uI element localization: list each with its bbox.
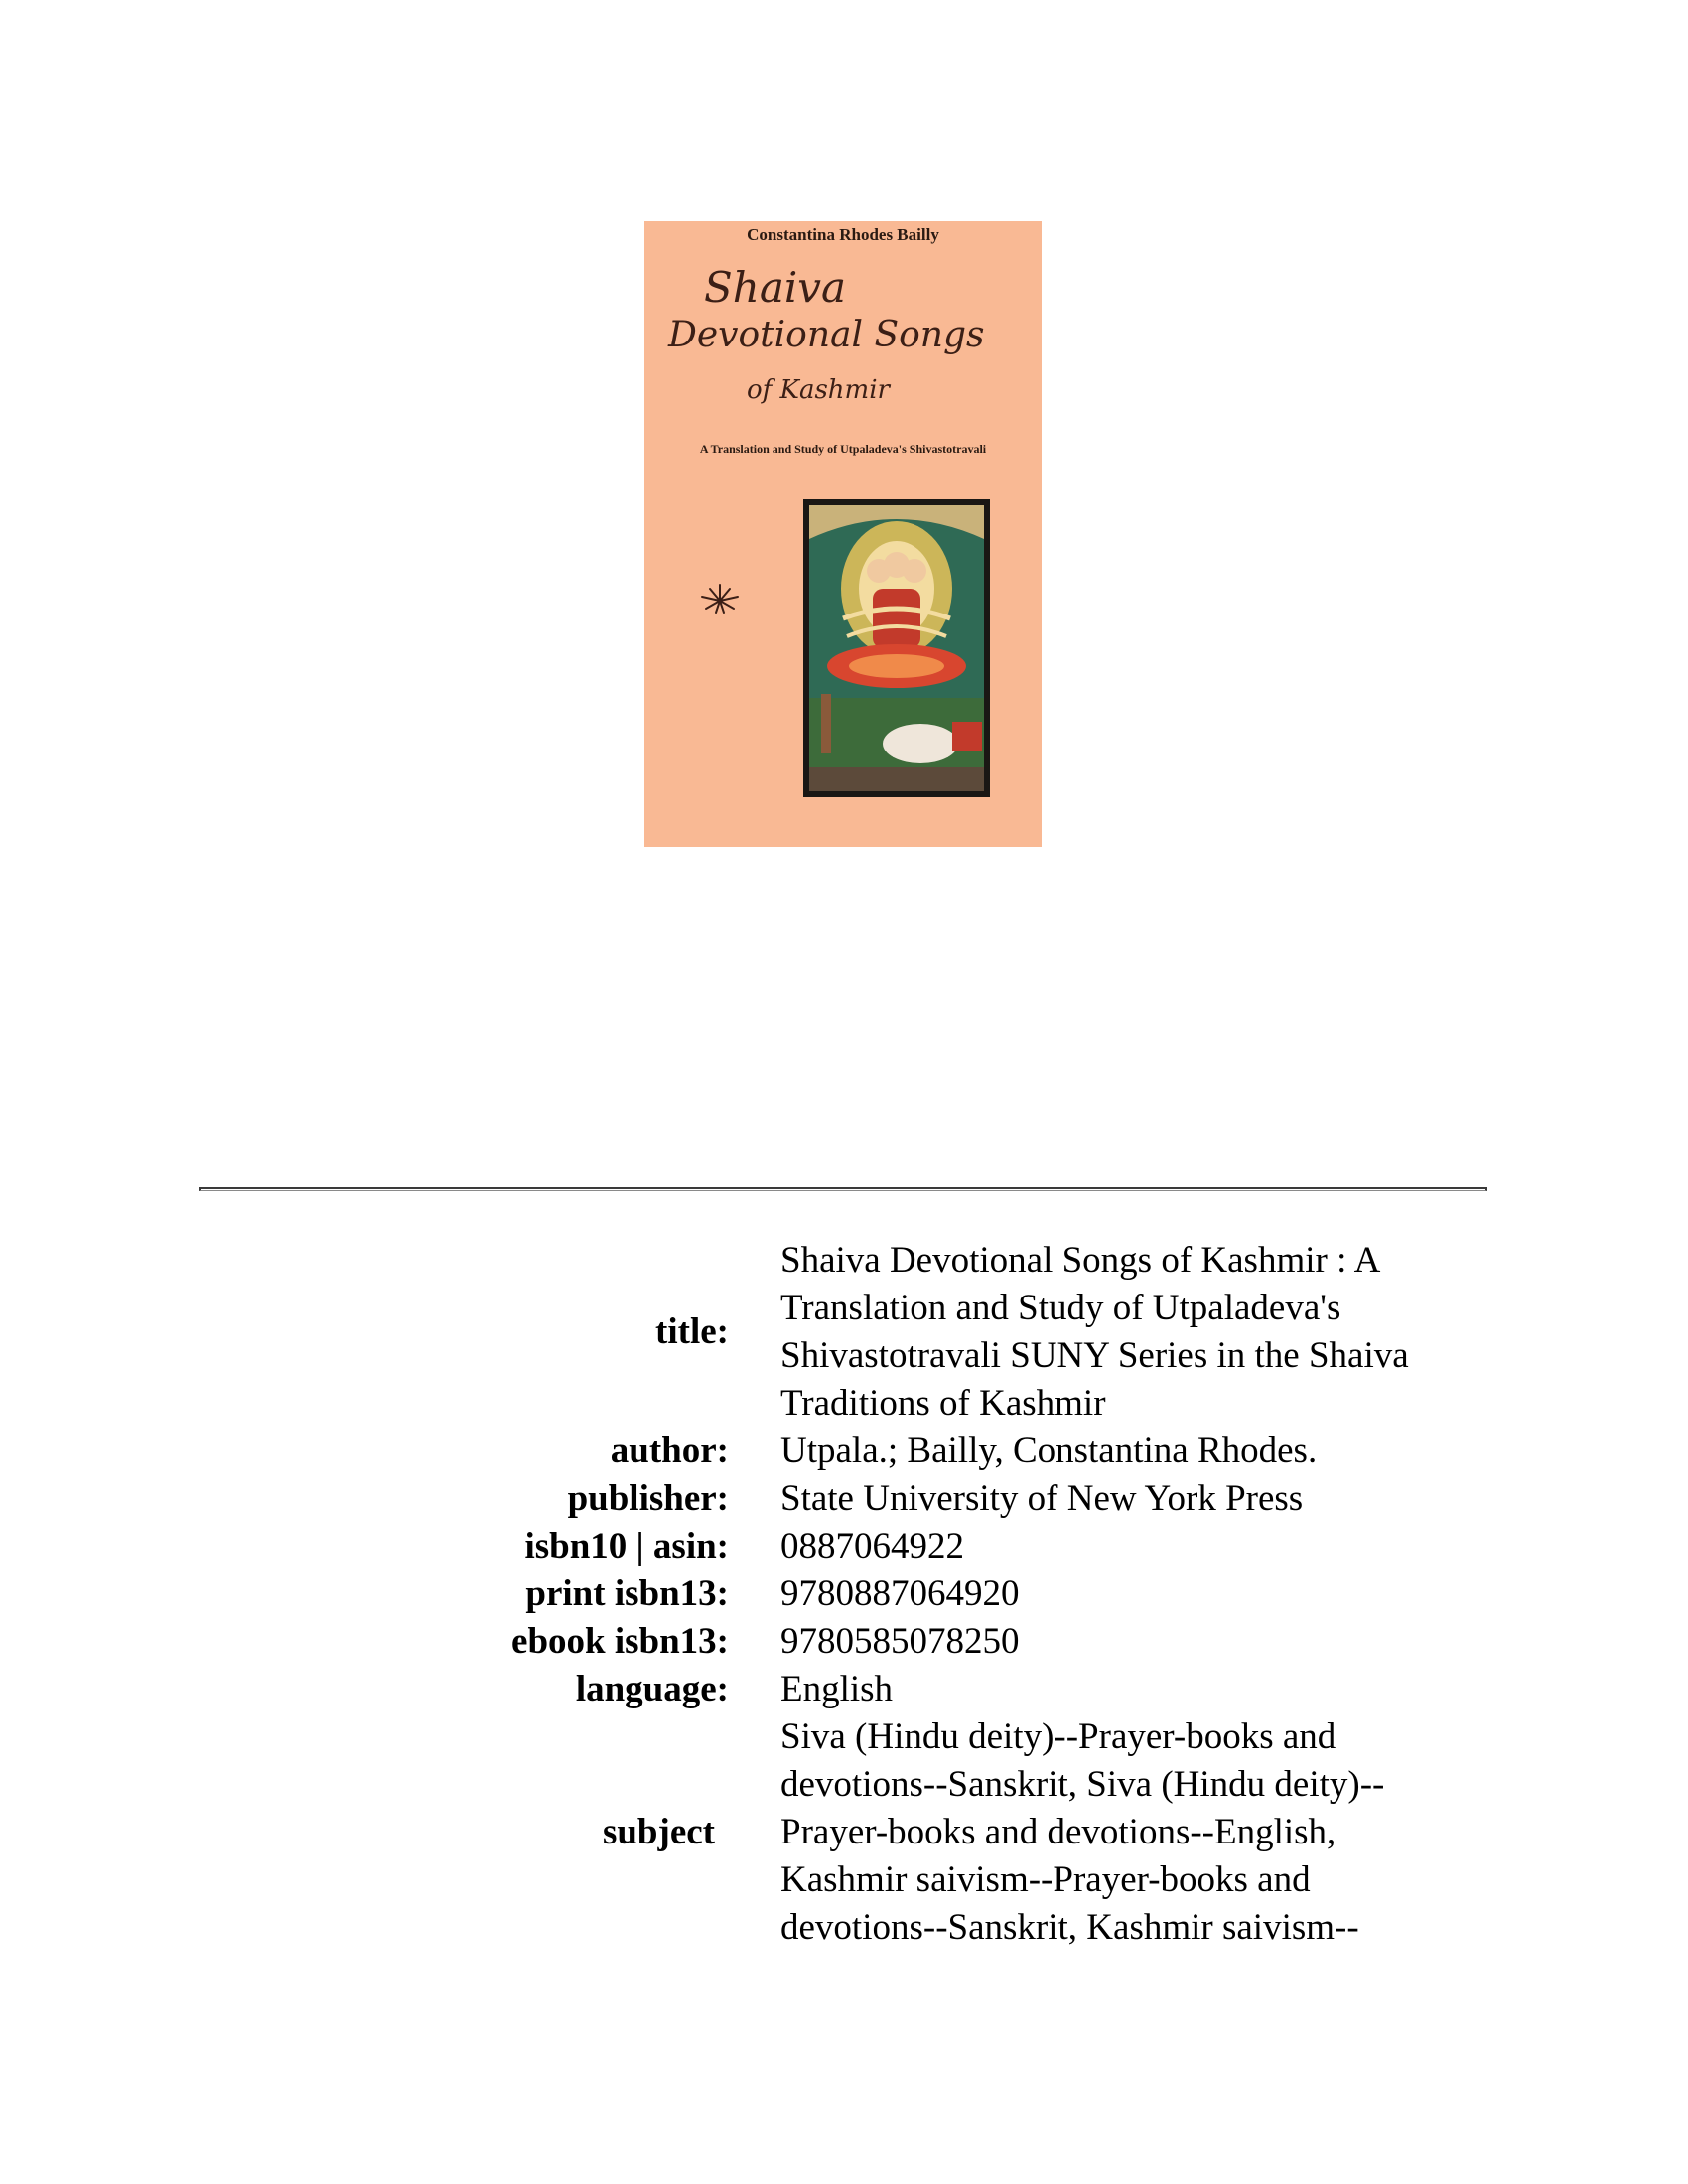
cover-title-devotional-songs: Devotional Songs — [668, 315, 985, 355]
metadata-row-ebook-isbn13 — [0, 1618, 1688, 1666]
language-value: English — [780, 1669, 894, 1709]
ebook-isbn13-value: 9780585078250 — [780, 1621, 1020, 1662]
title-label: title: — [655, 1311, 729, 1352]
cover-painting — [803, 499, 990, 797]
isbn10-value: 0887064922 — [780, 1526, 964, 1567]
isbn10-label: isbn10 | asin: — [524, 1526, 729, 1567]
divider-rule — [199, 1187, 1487, 1191]
author-value: Utpala.; Bailly, Constantina Rhodes. — [780, 1431, 1318, 1471]
publisher-value: State University of New York Press — [780, 1478, 1304, 1519]
book-cover — [644, 221, 1042, 847]
cover-title-of-kashmir: of Kashmir — [747, 375, 890, 405]
cover-author: Constantina Rhodes Bailly — [747, 225, 939, 244]
metadata-row-subject — [0, 1713, 1688, 1952]
subject-value: Siva (Hindu deity)--Prayer-books and devotions--Sanskrit, Siva (Hindu deity)--Prayer-books and devotions--English, Kashmir saivism--Prayer-books and devotions--Sanskrit, Kashmir saivism-- — [780, 1716, 1385, 1948]
metadata-row-print-isbn13 — [0, 1570, 1688, 1618]
lotus-ornament-icon — [696, 579, 744, 618]
subject-label: subject — [602, 1812, 715, 1852]
metadata-row-publisher — [0, 1475, 1688, 1523]
metadata-table — [0, 1237, 1688, 1952]
cover-title-shaiva: Shaiva — [704, 263, 847, 312]
publisher-label: publisher: — [567, 1478, 729, 1519]
cover-subtitle: A Translation and Study of Utpaladeva's Shivastotravali — [699, 442, 987, 456]
metadata-row-title — [0, 1237, 1688, 1428]
metadata-row-isbn10 — [0, 1523, 1688, 1570]
author-label: author: — [610, 1431, 729, 1471]
metadata-row-language — [0, 1666, 1688, 1713]
print-isbn13-value: 9780887064920 — [780, 1573, 1020, 1614]
print-isbn13-label: print isbn13: — [525, 1573, 729, 1614]
metadata-row-author — [0, 1428, 1688, 1475]
ebook-isbn13-label: ebook isbn13: — [511, 1621, 729, 1662]
language-label: language: — [575, 1669, 729, 1709]
title-value: Shaiva Devotional Songs of Kashmir : A Translation and Study of Utpaladeva's Shivastotravali SUNY Series in the Shaiva Traditions of Kashmir — [780, 1240, 1409, 1424]
